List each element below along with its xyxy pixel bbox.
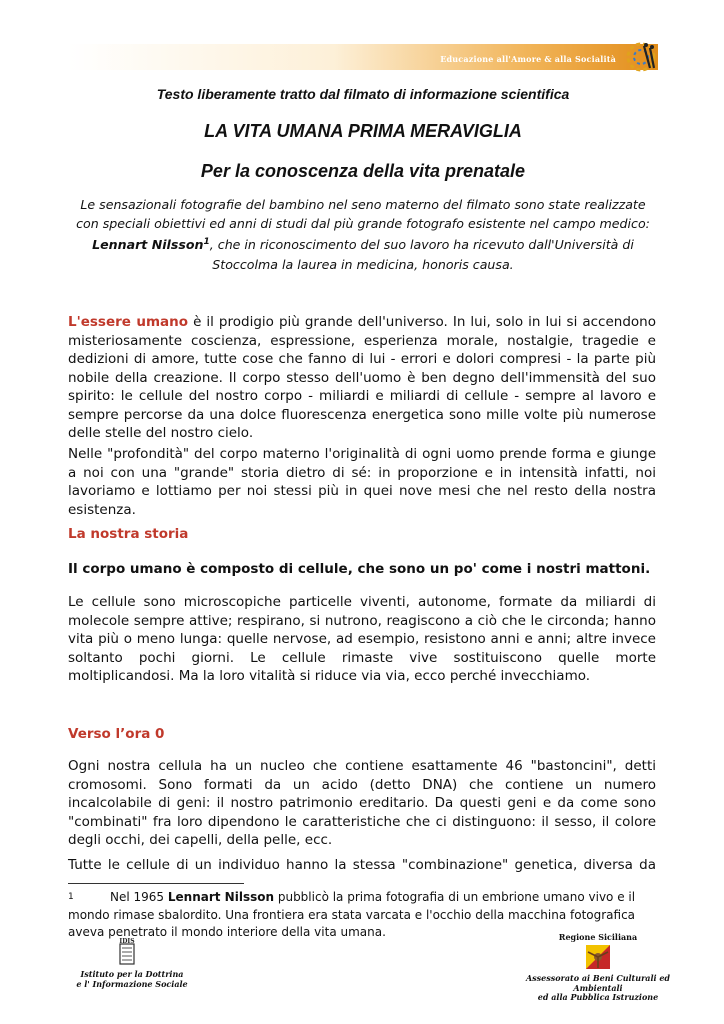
intro-text-1: Le sensazionali fotografie del bambino nel seno materno del filmato sono state realizzate con speciali obiettivi ed anni di studi dal più grande fotografo esistente nel campo medico: xyxy=(76,197,650,232)
idis-logo xyxy=(72,938,192,1004)
idis-caption-line2: e l' Informazione Sociale xyxy=(76,978,188,989)
regione-caption-line2: ed alla Pubblica Istruzione xyxy=(537,992,659,1002)
footnote-reference: 1 xyxy=(203,237,210,248)
paragraph-cromosomi: Ogni nostra cellula ha un nucleo che contiene esattamente 46 "bastoncini", detti cromosomi. Sono formati da un acido (detto DNA) che contiene un numero incalcolabile di geni: il nostro patrimonio ereditario. Da questi geni e da come sono "combinati" fra loro dipendono le caratteristiche che ci distinguono: il sesso, il colore degli occhi, dei capelli, della pelle, ecc. xyxy=(68,758,656,848)
regione-siciliana-logo xyxy=(520,932,676,1012)
idis-caption-line1: Istituto per la Dottrina xyxy=(80,969,184,979)
paragraph-lead: L'essere umano xyxy=(68,314,189,330)
paragraph-combinazione: Tutte le cellule di un individuo hanno la stessa "combinazione" genetica, diversa da xyxy=(68,857,656,873)
document-subtitle: Testo liberamente tratto dal filmato di informazione scientifica xyxy=(156,86,570,102)
idis-caption xyxy=(72,970,192,989)
document-title-secondary: Per la conoscenza della vita prenatale xyxy=(200,161,526,181)
intro-text-2: , che in riconoscimento del suo lavoro ha ricevuto dall'Università di Stoccolma la laurea in medicina, honoris causa. xyxy=(209,237,634,272)
footnote-number: 1 xyxy=(68,892,74,902)
paragraph-profondita: Nelle "profondità" del corpo materno l'originalità di ogni uomo prende forma e giunge a noi con una "grande" storia dietro di sé: in proporzione e in intensità infatti, noi lavoriamo e lottiamo per noi stessi più in quei nove mesi che nel resto della nostra esistenza. xyxy=(68,446,656,518)
trinacria-icon xyxy=(582,944,614,970)
header-banner xyxy=(68,40,658,74)
banner-text: Educazione all'Amore & alla Socialità xyxy=(440,54,616,64)
regione-caption xyxy=(520,974,676,1003)
paragraph-text: è il prodigio più grande dell'universo. In lui, solo in lui si accendono misteriosamente coscienza, espressione, esperienza morale, nostalgie, tragedie e dedizioni di amore, tutte cose che fanno di lui - errori e dolori compresi - la parte più nobile della creazione. Il corpo stesso dell'uomo è ben degno dell'immensità del suo spirito: le cellule del nostro corpo - miliardi e miliardi di cellule - sempre al lavoro e sempre percorse da una dolce fluorescenza energetica sono mille volte più numerose delle stelle del nostro cielo. xyxy=(68,314,656,441)
footnote-text: pubblicò la prima fotografia di un embrione umano vivo e il mondo rimase sbalordito. Una frontiera era stata varcata e l'occhio della macchina fotografica aveva penetrato il mondo interiore della vita umana. xyxy=(68,890,636,939)
idis-acronym: IDIS xyxy=(119,938,135,945)
section-heading-nostra-storia: La nostra storia xyxy=(68,526,189,542)
paragraph-cellule: Le cellule sono microscopiche particelle viventi, autonome, formate da miliardi di molecole sempre attive; respirano, si nutrono, reagiscono a ciò che le circonda; hanno vita più o meno lunga: quelle nervose, ad esempio, resistono anni e anni; altre invece soltanto pochi giorni. Le cellule rimaste vive sostituiscono quelle morte moltiplicandosi. Ma la loro vitalità si riduce via via, ecco perché invecchiamo. xyxy=(68,594,656,684)
idis-emblem-icon xyxy=(98,938,158,968)
footnote-name: Lennart Nilsson xyxy=(167,890,275,904)
footnote-divider xyxy=(68,883,244,884)
educazione-logo-icon xyxy=(620,40,662,74)
bold-statement: Il corpo umano è composto di cellule, che sono un po' come i nostri mattoni. xyxy=(68,561,651,577)
regione-label: Regione Siciliana xyxy=(558,932,638,942)
intro-name: Lennart Nilsson xyxy=(92,237,204,253)
document-title: LA VITA UMANA PRIMA MERAVIGLIA xyxy=(204,121,522,141)
paragraph-essere-umano xyxy=(68,313,656,443)
section-heading-verso-ora-0: Verso l’ora 0 xyxy=(68,726,165,742)
regione-caption-line1: Assessorato ai Beni Culturali ed Ambientali xyxy=(525,973,671,993)
intro-paragraph xyxy=(70,195,656,274)
footnote-pre: Nel 1965 xyxy=(110,890,168,904)
